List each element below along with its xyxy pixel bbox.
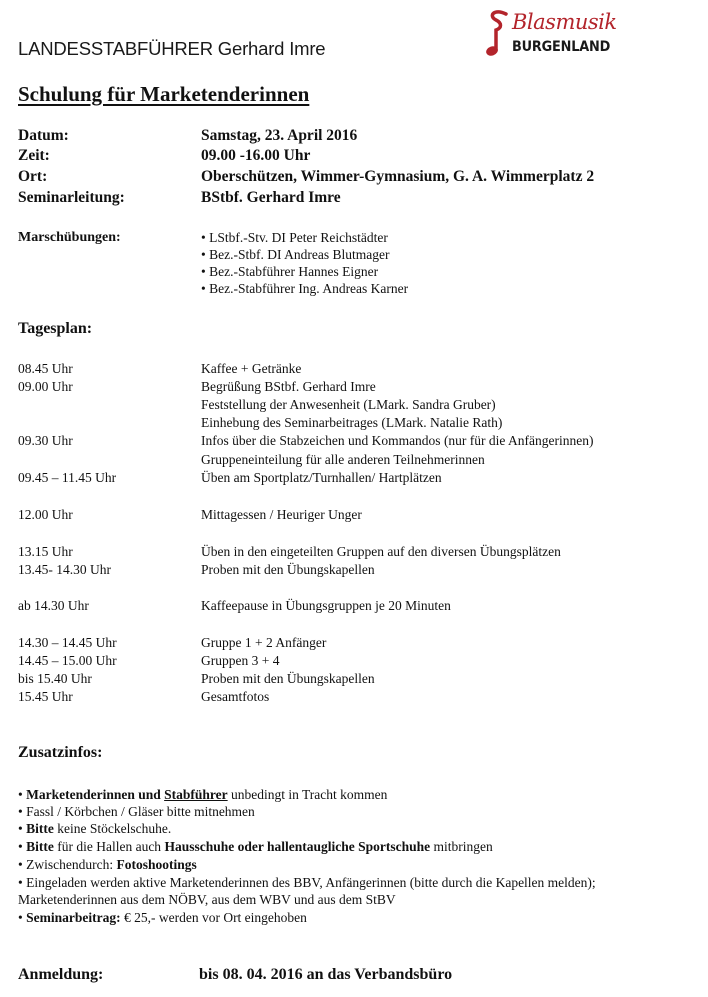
schedule-time: 09.00 Uhr	[18, 379, 73, 394]
note-bold: Bitte	[26, 839, 54, 854]
schedule-time: 09.45 – 11.45 Uhr	[18, 470, 117, 485]
note-eingeladen-line1: • Eingeladen werden aktive Marketenderinnen des BBV, Anfängerinnen (bitte durch die Kapellen melden);	[18, 875, 596, 890]
schedule-time: 08.45 Uhr	[18, 361, 73, 376]
marsch-item: • LStbf.-Stv. DI Peter Reichstädter	[201, 230, 388, 245]
schedule-desc: Kaffee + Getränke	[201, 361, 302, 376]
marschuebungen-label: Marschübungen:	[18, 230, 121, 245]
note-text: unbedingt in Tracht kommen	[227, 787, 388, 802]
schedule-time: 13.15 Uhr	[18, 544, 73, 559]
note-text: für die Hallen auch	[53, 839, 165, 854]
bullet: •	[18, 787, 27, 802]
marsch-item: • Bez.-Stabführer Ing. Andreas Karner	[201, 281, 409, 296]
info-label-datum: Datum:	[18, 127, 69, 144]
schedule-time: 13.45- 14.30 Uhr	[18, 562, 111, 577]
note-fassl: • Fassl / Körbchen / Gläser bitte mitnehmen	[18, 804, 255, 819]
schedule-desc: Gruppe 1 + 2 Anfänger	[201, 635, 327, 650]
schedule-desc: Gesamtfotos	[201, 689, 270, 704]
info-value-seminarleitung: BStbf. Gerhard Imre	[201, 189, 341, 206]
schedule-time: 14.45 – 15.00 Uhr	[18, 653, 117, 668]
info-value-datum: Samstag, 23. April 2016	[201, 127, 358, 144]
anmeldung-value: bis 08. 04. 2016 an das Verbandsbüro	[199, 966, 453, 983]
schedule-desc: Proben mit den Übungskapellen	[201, 562, 375, 577]
note-fotoshootings	[18, 857, 197, 873]
schedule-time: 09.30 Uhr	[18, 433, 73, 448]
note-bold: Bitte	[26, 821, 54, 836]
note-bold: Fotoshootings	[116, 857, 197, 872]
marsch-item: • Bez.-Stbf. DI Andreas Blutmager	[201, 247, 390, 262]
info-label-zeit: Zeit:	[18, 147, 50, 164]
tagesplan-heading: Tagesplan:	[18, 320, 93, 337]
organizer-title: LANDESSTABFÜHRER Gerhard Imre	[18, 38, 326, 59]
zusatzinfos-heading: Zusatzinfos:	[18, 744, 103, 761]
schedule-desc: Infos über die Stabzeichen und Kommandos (nur für die Anfängerinnen)	[201, 433, 594, 448]
info-value-ort: Oberschützen, Wimmer-Gymnasium, G. A. Wimmerplatz 2	[201, 168, 595, 185]
note-tracht	[18, 787, 387, 803]
anmeldung-label: Anmeldung:	[18, 966, 104, 983]
schedule-desc: Gruppen 3 + 4	[201, 653, 280, 668]
note-stoeckelschuhe	[18, 821, 171, 837]
schedule-desc: Feststellung der Anwesenheit (LMark. Sandra Gruber)	[201, 397, 496, 412]
schedule-desc: Kaffeepause in Übungsgruppen je 20 Minuten	[201, 598, 451, 613]
schedule-time: 14.30 – 14.45 Uhr	[18, 635, 117, 650]
schedule-desc: Mittagessen / Heuriger Unger	[201, 507, 362, 522]
note-bold: Hausschuhe oder hallentaugliche Sportschuhe	[164, 839, 431, 854]
note-seminarbeitrag	[18, 910, 307, 926]
logo-script-text: Blasmusik	[512, 10, 617, 34]
info-value-zeit: 09.00 -16.00 Uhr	[201, 147, 311, 164]
bullet: •	[18, 839, 27, 854]
note-text: mitbringen	[430, 839, 493, 854]
note-hausschuhe	[18, 839, 493, 855]
note-text: • Zwischendurch:	[18, 857, 117, 872]
info-label-ort: Ort:	[18, 168, 48, 185]
logo-sub-text: BURGENLAND	[512, 39, 611, 55]
schedule-desc: Üben am Sportplatz/Turnhallen/ Hartplätzen	[201, 470, 442, 485]
note-text: keine Stöckelschuhe.	[53, 821, 172, 836]
note-text: € 25,- werden vor Ort eingehoben	[120, 910, 307, 925]
schedule-desc: Gruppeneinteilung für alle anderen Teilnehmerinnen	[201, 452, 485, 467]
info-label-seminarleitung: Seminarleitung:	[18, 189, 125, 206]
marsch-item: • Bez.-Stabführer Hannes Eigner	[201, 264, 379, 279]
blasmusik-burgenland-logo	[482, 6, 642, 62]
schedule-desc: Üben in den eingeteilten Gruppen auf den diversen Übungsplätzen	[201, 544, 561, 559]
bullet: •	[18, 821, 27, 836]
schedule-desc: Begrüßung BStbf. Gerhard Imre	[201, 379, 376, 394]
note-bold: Seminarbeitrag:	[26, 910, 121, 925]
schedule-desc: Proben mit den Übungskapellen	[201, 671, 375, 686]
note-underlined: Stabführer	[164, 787, 228, 802]
bullet: •	[18, 910, 27, 925]
note-eingeladen-line2: Marketenderinnen aus dem NÖBV, aus dem WBV und aus dem StBV	[18, 892, 396, 907]
schedule-time: ab 14.30 Uhr	[18, 598, 89, 613]
schedule-time: 12.00 Uhr	[18, 507, 73, 522]
schedule-time: 15.45 Uhr	[18, 689, 73, 704]
document-title: Schulung für Marketenderinnen	[18, 82, 310, 106]
schedule-desc: Einhebung des Seminarbeitrages (LMark. Natalie Rath)	[201, 415, 503, 430]
music-note-icon	[482, 6, 516, 62]
note-bold: Marketenderinnen und	[26, 787, 165, 802]
schedule-time: bis 15.40 Uhr	[18, 671, 92, 686]
